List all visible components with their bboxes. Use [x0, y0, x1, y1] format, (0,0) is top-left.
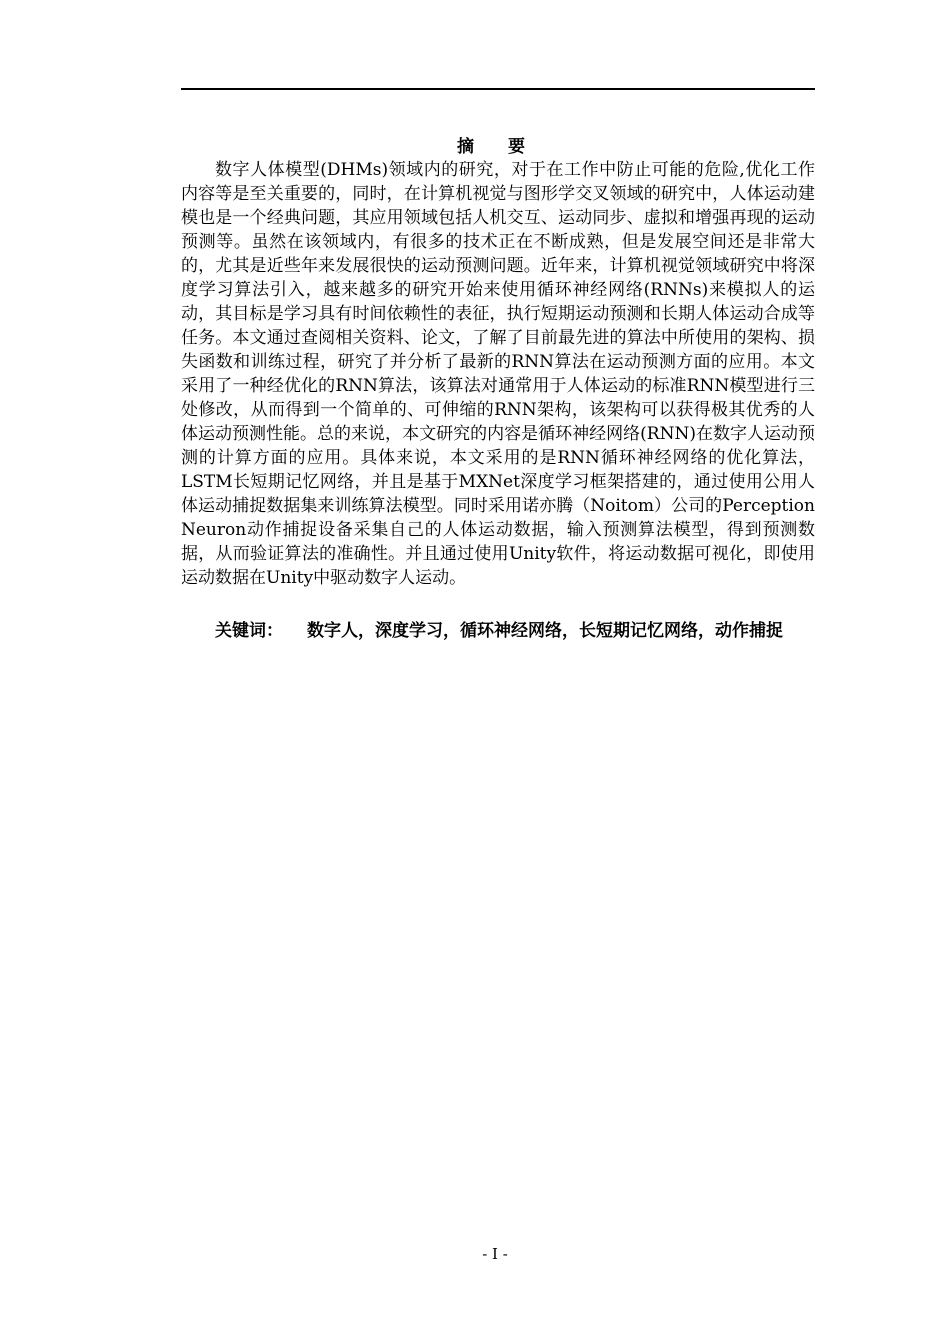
keywords-label: 关键词： [215, 621, 283, 641]
keywords-paragraph [181, 619, 815, 643]
abstract-title: 摘 要 [457, 137, 539, 157]
abstract-body: 数字人体模型(DHMs)领域内的研究，对于在工作中防止可能的危险,优化工作内容等是至关重要的，同时，在计算机视觉与图形学交叉领域的研究中，人体运动建模也是一个经典问题，其应用领域包括人机交互、运动同步、虚拟和增强再现的运动预测等。虽然在该领域内，有很多的技术正在不断成熟，但是发展空间还是非常大的，尤其是近些年来发展很快的运动预测问题。近年来，计算机视觉领域研究中将深度学习算法引入，越来越多的研究开始来使用循环神经网络(RNNs)来模拟人的运动，其目标是学习具有时间依赖性的表征，执行短期运动预测和长期人体运动合成等任务。本文通过查阅相关资料、论文，了解了目前最先进的算法中所使用的架构、损失函数和训练过程，研究了并分析了最新的RNN算法在运动预测方面的应用。本文采用了一种经优化的RNN算法，该算法对通常用于人体运动的标准RNN模型进行三处修改，从而得到一个简单的、可伸缩的RNN架构，该架构可以获得极其优秀的人体运动预测性能。总的来说，本文研究的内容是循环神经网络(RNN)在数字人运动预测的计算方面的应用。具体来说，本文采用的是RNN循环神经网络的优化算法，LSTM长短期记忆网络，并且是基于MXNet深度学习框架搭建的，通过使用公用人体运动捕捉数据集来训练算法模型。同时采用诺亦腾（Noitom）公司的Perception Neuron动作捕捉设备采集自己的人体运动数据，输入预测算法模型，得到预测数据，从而验证算法的准确性。并且通过使用Unity软件，将运动数据可视化，即使用运动数据在Unity中驱动数字人运动。 [181, 160, 815, 588]
header-rule [181, 88, 815, 90]
page-number: - I - [482, 1245, 508, 1263]
keywords-text: 数字人，深度学习，循环神经网络，长短期记忆网络，动作捕捉 [307, 621, 783, 641]
